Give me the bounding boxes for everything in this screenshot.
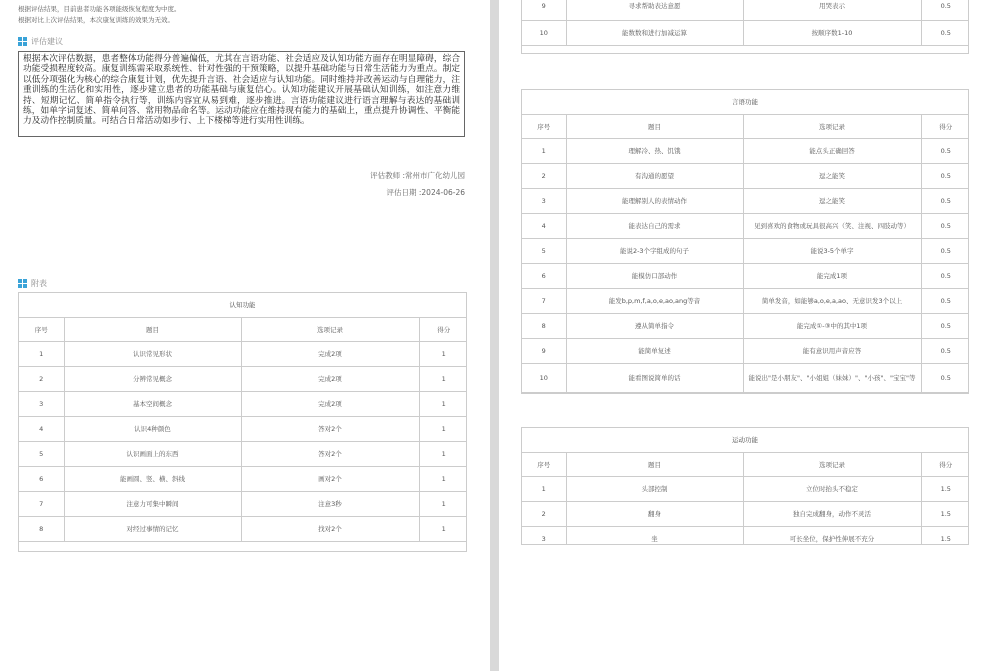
cell-record: 独自完成翻身，动作不灵活 xyxy=(743,502,921,527)
cell-score: 0.5 xyxy=(921,189,969,214)
table-row xyxy=(522,502,969,527)
language-table xyxy=(521,89,969,394)
cognitive-table xyxy=(18,292,467,552)
cell-record: 逗之能笑 xyxy=(743,164,921,189)
cell-record: 能完成①-③中的其中1项 xyxy=(743,314,921,339)
motor-table-title: 运动功能 xyxy=(522,428,968,453)
cell-item: 基本空间概念 xyxy=(64,392,241,417)
cell-no: 8 xyxy=(19,517,64,542)
cell-item: 能表达自己的需求 xyxy=(566,214,743,239)
cell-score: 0.5 xyxy=(921,21,969,46)
cell-score: 0.5 xyxy=(921,314,969,339)
cell-item: 认识常见形状 xyxy=(64,342,241,367)
table-header-row xyxy=(522,115,969,139)
col-header-item: 题目 xyxy=(64,318,241,342)
table-row xyxy=(19,417,467,442)
cell-score: 0.5 xyxy=(921,239,969,264)
table-row xyxy=(19,517,467,542)
cell-item: 认识画面上的东西 xyxy=(64,442,241,467)
cell-record: 画对2个 xyxy=(241,467,419,492)
language-table-title: 言语功能 xyxy=(522,90,968,115)
cell-no: 1 xyxy=(522,477,566,502)
table-row xyxy=(522,21,969,46)
evaluator-line: 评估教师 :常州市广化幼儿园 xyxy=(370,171,465,180)
col-header-no: 序号 xyxy=(19,318,64,342)
appendix-section-header xyxy=(18,278,47,289)
cell-item: 能数数和进行加减运算 xyxy=(566,21,743,46)
cell-record: 可长坐位，保护性伸展不充分 xyxy=(743,527,921,546)
comparison-note: 根据对比上次评估结果，本次康复训练的效果为无效。 xyxy=(18,16,174,24)
cell-no: 2 xyxy=(19,367,64,392)
cell-record: 立位时抬头不稳定 xyxy=(743,477,921,502)
cell-item: 寻求帮助表达意愿 xyxy=(566,0,743,21)
table-row xyxy=(19,442,467,467)
table-row xyxy=(19,492,467,517)
cell-score: 1 xyxy=(419,342,467,367)
cell-record: 能完成1项 xyxy=(743,264,921,289)
advice-textbox[interactable]: 根据本次评估数据，患者整体功能得分普遍偏低，尤其在言语功能、社会适应及认知功能方面存在明显障碍，综合功能受损程度较高。康复训练需采取系统性、针对性强的干预策略，以提升基础功能与日常生活能力为重点。制定以低分项强化为核心的综合康复计划，优先提升言语、社会适应与认知功能。同时维持并改善运动与自理能力，注重训练的生活化和实用性，逐步建立患者的功能基础与康复信心。认知功能建议开展基础认知训练，如注意力维持、短期记忆、简单指令执行等，训练内容宜从易到难，逐步推进。言语功能建议进行语言理解与表达的基础训练，如单字词复述、简单问答、常用物品命名等。运动功能应在维持现有能力的基础上，重点提升协调性、平衡能力及动作控制质量。可结合日常活动如步行、上下楼梯等进行实用性训练。 xyxy=(18,51,465,137)
cognitive-table-continued xyxy=(521,0,969,54)
cell-item: 对经过事情的记忆 xyxy=(64,517,241,542)
cell-score: 1 xyxy=(419,392,467,417)
cell-item: 坐 xyxy=(566,527,743,546)
table-row xyxy=(522,164,969,189)
table-row xyxy=(522,0,969,21)
table-row xyxy=(522,339,969,364)
table-row xyxy=(522,239,969,264)
cell-score: 0.5 xyxy=(921,164,969,189)
cell-score: 1 xyxy=(419,492,467,517)
cell-no: 4 xyxy=(522,214,566,239)
table-row xyxy=(522,189,969,214)
cell-record: 用哭表示 xyxy=(743,0,921,21)
col-header-score: 得分 xyxy=(419,318,467,342)
table-row xyxy=(19,392,467,417)
cell-score: 0.5 xyxy=(921,289,969,314)
cell-score: 1 xyxy=(419,467,467,492)
grid-icon xyxy=(18,279,27,288)
col-header-no: 序号 xyxy=(522,453,566,477)
eval-date-line: 评估日期 :2024-06-26 xyxy=(386,188,465,197)
table-row xyxy=(522,264,969,289)
table-row xyxy=(522,214,969,239)
cell-record: 能点头正确回答 xyxy=(743,139,921,164)
col-header-score: 得分 xyxy=(921,453,969,477)
cell-item: 能模仿口部动作 xyxy=(566,264,743,289)
appendix-section-title: 附表 xyxy=(31,279,47,288)
col-header-record: 选项记录 xyxy=(241,318,419,342)
cell-no: 7 xyxy=(522,289,566,314)
cell-no: 2 xyxy=(522,502,566,527)
cell-item: 能说2-3个字组成的句子 xyxy=(566,239,743,264)
page-gutter xyxy=(490,0,499,671)
cell-no: 2 xyxy=(522,164,566,189)
table-row xyxy=(522,364,969,393)
cell-no: 5 xyxy=(522,239,566,264)
cell-item: 注意力可集中瞬间 xyxy=(64,492,241,517)
col-header-record: 选项记录 xyxy=(743,115,921,139)
cell-item: 头部控制 xyxy=(566,477,743,502)
cell-no: 1 xyxy=(19,342,64,367)
cell-record: 按顺序数1-10 xyxy=(743,21,921,46)
cell-no: 3 xyxy=(19,392,64,417)
cell-item: 翻身 xyxy=(566,502,743,527)
cell-no: 7 xyxy=(19,492,64,517)
cell-record: 逗之能笑 xyxy=(743,189,921,214)
cell-score: 1 xyxy=(419,517,467,542)
cell-score: 1 xyxy=(419,367,467,392)
cell-score: 0.5 xyxy=(921,339,969,364)
cell-score: 1.5 xyxy=(921,527,969,546)
table-row xyxy=(522,139,969,164)
table-header-row xyxy=(19,318,467,342)
table-row xyxy=(19,367,467,392)
cell-no: 6 xyxy=(19,467,64,492)
col-header-no: 序号 xyxy=(522,115,566,139)
cell-item: 分辨常见概念 xyxy=(64,367,241,392)
cell-no: 9 xyxy=(522,339,566,364)
cell-record: 注意3秒 xyxy=(241,492,419,517)
table-row xyxy=(19,342,467,367)
col-header-item: 题目 xyxy=(566,115,743,139)
cell-item: 遵从简单指令 xyxy=(566,314,743,339)
advice-section-title: 评估建议 xyxy=(31,37,63,46)
cell-no: 8 xyxy=(522,314,566,339)
cell-score: 0.5 xyxy=(921,264,969,289)
cell-record: 完成2项 xyxy=(241,367,419,392)
table-row xyxy=(522,289,969,314)
cell-record: 简单发音，如能够a,o,e,a,ao、无意识发3个以上 xyxy=(743,289,921,314)
cell-item: 能简单复述 xyxy=(566,339,743,364)
cell-item: 能画圆、竖、横、斜线 xyxy=(64,467,241,492)
cell-score: 1.5 xyxy=(921,477,969,502)
cell-record: 找对2个 xyxy=(241,517,419,542)
cell-no: 5 xyxy=(19,442,64,467)
cell-score: 0.5 xyxy=(921,364,969,393)
cell-no: 10 xyxy=(522,364,566,393)
cell-score: 1 xyxy=(419,442,467,467)
cell-record: 见到喜欢的食物或玩具很高兴（笑、注视、四肢动等） xyxy=(743,214,921,239)
cell-no: 4 xyxy=(19,417,64,442)
cell-record: 完成2项 xyxy=(241,392,419,417)
cell-no: 3 xyxy=(522,527,566,546)
cell-record: 完成2项 xyxy=(241,342,419,367)
cell-item: 能发b,p,m,f,a,o,e,ao,ang等音 xyxy=(566,289,743,314)
cell-record: 答对2个 xyxy=(241,442,419,467)
cell-record: 能说出"是小朋友"、"小姐姐（妹妹）"、"小孩"、"宝宝"等 xyxy=(743,364,921,393)
table-row xyxy=(522,314,969,339)
cell-record: 答对2个 xyxy=(241,417,419,442)
document-page-left xyxy=(0,0,490,671)
table-row xyxy=(522,527,969,546)
cell-score: 0.5 xyxy=(921,139,969,164)
motor-table xyxy=(521,427,969,545)
cell-no: 6 xyxy=(522,264,566,289)
col-header-record: 选项记录 xyxy=(743,453,921,477)
cell-item: 能看图说简单的话 xyxy=(566,364,743,393)
cell-item: 理解冷、热、饥饿 xyxy=(566,139,743,164)
advice-section-header xyxy=(18,36,63,47)
cell-score: 1 xyxy=(419,417,467,442)
col-header-score: 得分 xyxy=(921,115,969,139)
cell-item: 有沟通的愿望 xyxy=(566,164,743,189)
cell-no: 9 xyxy=(522,0,566,21)
grid-icon xyxy=(18,37,27,46)
table-header-row xyxy=(522,453,969,477)
cell-record: 能说3-5个单字 xyxy=(743,239,921,264)
table-row xyxy=(19,467,467,492)
result-note: 根据评估结果，目前患者功能各项能级恢复程度为中度。 xyxy=(18,5,181,13)
document-page-right xyxy=(499,0,989,671)
cell-score: 1.5 xyxy=(921,502,969,527)
cell-record: 能有意识用声音应答 xyxy=(743,339,921,364)
cell-no: 1 xyxy=(522,139,566,164)
cell-item: 认识4种颜色 xyxy=(64,417,241,442)
cell-no: 10 xyxy=(522,21,566,46)
col-header-item: 题目 xyxy=(566,453,743,477)
cell-no: 3 xyxy=(522,189,566,214)
cell-score: 0.5 xyxy=(921,214,969,239)
cell-item: 能理解别人的表情动作 xyxy=(566,189,743,214)
cognitive-table-title: 认知功能 xyxy=(19,293,466,318)
cell-score: 0.5 xyxy=(921,0,969,21)
table-row xyxy=(522,477,969,502)
